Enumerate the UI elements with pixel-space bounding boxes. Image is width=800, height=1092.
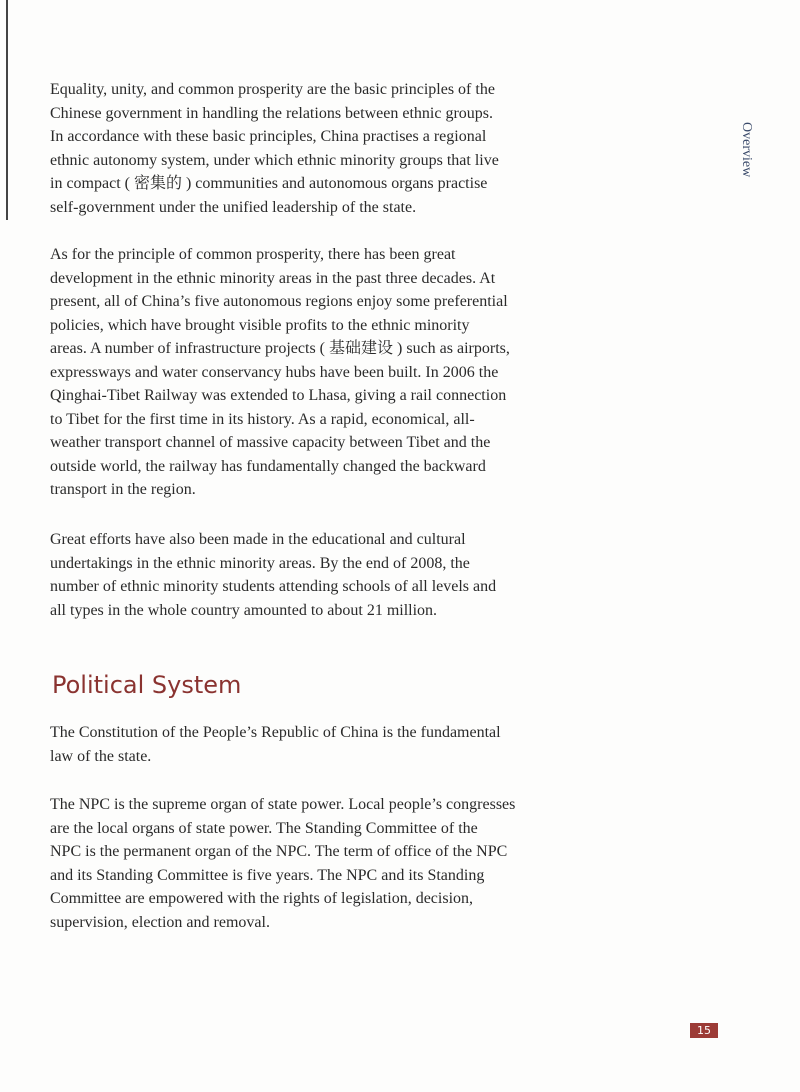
paragraph-common-prosperity [50, 243, 570, 502]
section-heading: Political System [52, 671, 242, 699]
text-line: all types in the whole country amounted to about 21 million. [50, 601, 438, 619]
text-line: law of the state. [50, 747, 152, 765]
text-line: Equality, unity, and common prosperity are the basic principles of the [50, 81, 495, 98]
text-line: The Constitution of the People’s Republic of China is the fundamental [50, 724, 501, 741]
text-line: NPC is the permanent organ of the NPC. The term of office of the NPC [50, 843, 508, 860]
paragraph-education [50, 528, 570, 622]
text-line: supervision, election and removal. [50, 913, 270, 931]
text-line: self-government under the unified leadership of the state. [50, 198, 417, 216]
paragraph-equality [50, 78, 570, 219]
text-line: Committee are empowered with the rights of legislation, decision, [50, 890, 474, 907]
text-line: areas. A number of infrastructure projects ( 基础建设 ) such as airports, [50, 340, 510, 357]
text-line: undertakings in the ethnic minority areas. By the end of 2008, the [50, 554, 470, 572]
page-number: 15 [690, 1023, 718, 1038]
text-line: to Tibet for the first time in its history. As a rapid, economical, all- [50, 410, 475, 428]
text-line: in compact ( 密集的 ) communities and autonomous organs practise [50, 175, 488, 192]
text-line: ethnic autonomy system, under which ethnic minority groups that live [50, 151, 499, 169]
text-line: Qinghai-Tibet Railway was extended to Lhasa, giving a rail connection [50, 387, 507, 404]
text-line: Great efforts have also been made in the educational and cultural [50, 531, 466, 548]
paragraph-npc [50, 793, 570, 934]
text-line: development in the ethnic minority areas in the past three decades. At [50, 269, 496, 287]
text-line: transport in the region. [50, 481, 196, 498]
paragraph-constitution [50, 721, 570, 768]
text-line: outside world, the railway has fundamentally changed the backward [50, 457, 486, 475]
text-line: Chinese government in handling the relations between ethnic groups. [50, 104, 493, 122]
section-side-label: Overview [739, 122, 754, 178]
text-line: expressways and water conservancy hubs have been built. In 2006 the [50, 363, 499, 381]
text-line: present, all of China’s five autonomous regions enjoy some preferential [50, 293, 508, 310]
text-line: In accordance with these basic principles, China practises a regional [50, 128, 487, 145]
text-line: The NPC is the supreme organ of state power. Local people’s congresses [50, 796, 516, 813]
text-line: and its Standing Committee is five years. The NPC and its Standing [50, 866, 485, 884]
text-line: are the local organs of state power. The Standing Committee of the [50, 819, 478, 837]
text-line: weather transport channel of massive capacity between Tibet and the [50, 434, 491, 451]
text-line: policies, which have brought visible profits to the ethnic minority [50, 316, 470, 334]
page-edge [6, 0, 8, 220]
text-line: number of ethnic minority students attending schools of all levels and [50, 578, 497, 595]
text-line: As for the principle of common prosperity, there has been great [50, 246, 456, 263]
